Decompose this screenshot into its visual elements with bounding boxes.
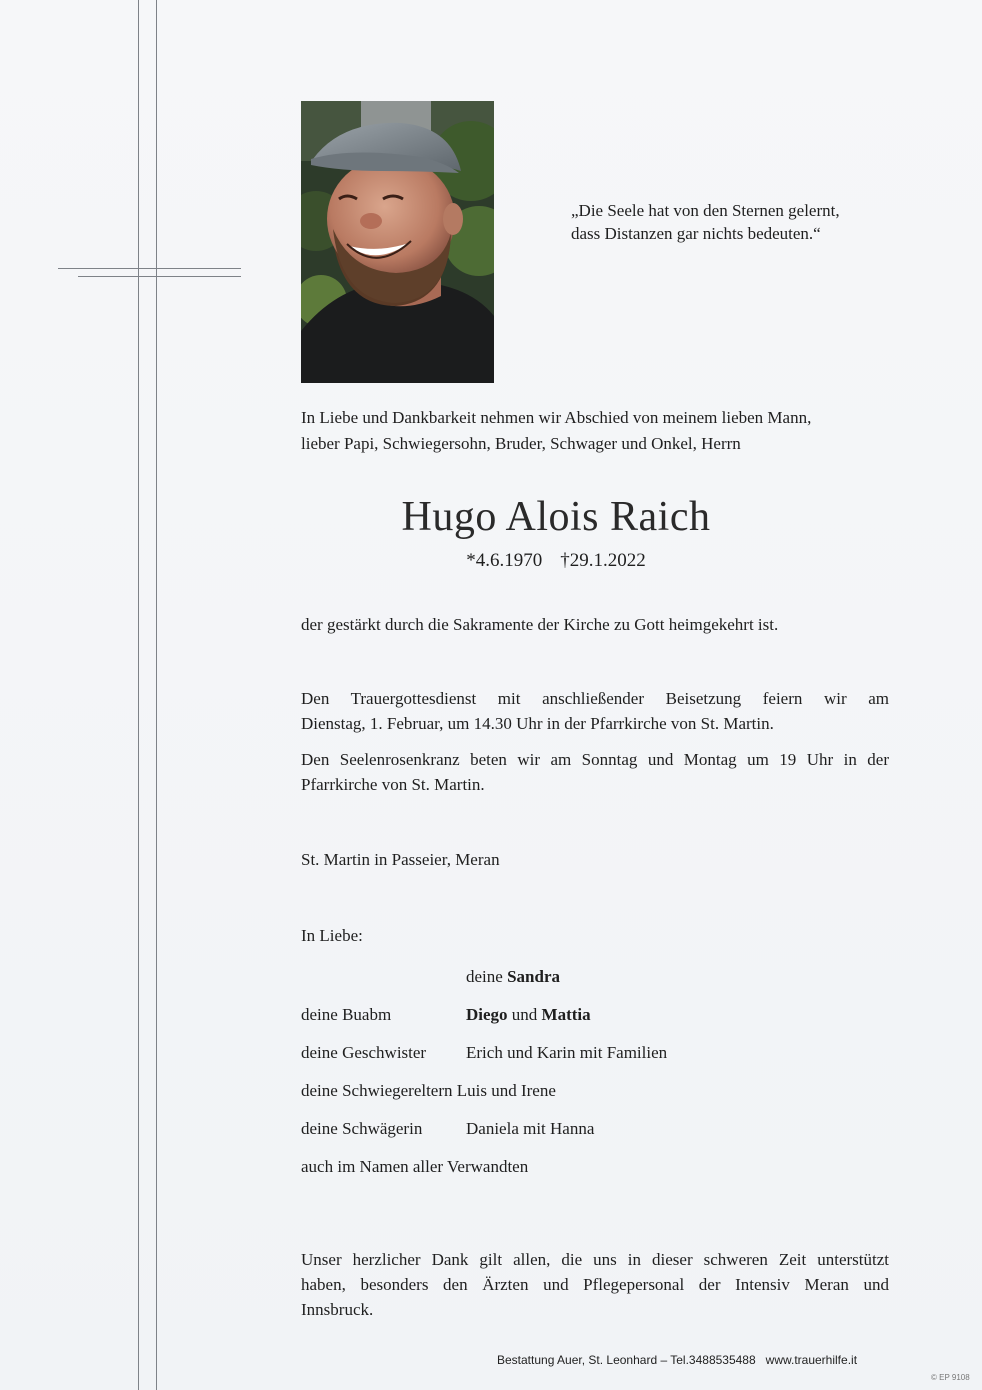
- intro-text: [301, 405, 891, 457]
- thanks-line-1: Unser herzlicher Dank gilt allen, die uns in dieser schweren Zeit unterstützt: [301, 1250, 889, 1269]
- thanks-text: [301, 1247, 889, 1322]
- siblings-names: Erich und Karin mit Familien: [466, 1043, 668, 1062]
- thanks-line-3: Innsbruck.: [301, 1300, 374, 1319]
- in-love-heading: In Liebe:: [301, 926, 363, 945]
- cross-horizontal-line-bottom: [78, 276, 241, 277]
- sisterinlaw-label: deine Schwägerin: [301, 1119, 423, 1138]
- rosary-line-2: Pfarrkirche von St. Martin.: [301, 775, 485, 794]
- service-line-1: Den Trauergottesdienst mit anschließender Beisetzung feiern wir am: [301, 689, 889, 708]
- portrait-illustration: [301, 101, 494, 383]
- son-1: Diego: [466, 1005, 508, 1024]
- memorial-quote: [571, 199, 871, 245]
- family-wife: [466, 958, 560, 996]
- rosary-line-1: Den Seelenrosenkranz beten wir am Sonntag und Montag um 19 Uhr in der: [301, 750, 889, 769]
- deceased-name: Hugo Alois Raich: [401, 494, 711, 540]
- intro-line-1: In Liebe und Dankbarkeit nehmen wir Abschied von meinem lieben Mann,: [301, 408, 812, 427]
- wife-name: Sandra: [507, 967, 560, 986]
- quote-line-1: „Die Seele hat von den Sternen gelernt,: [571, 201, 840, 220]
- son-2: Mattia: [541, 1005, 591, 1024]
- life-dates: [301, 548, 811, 574]
- funeral-service-text: [301, 686, 889, 736]
- thanks-line-2: haben, besonders den Ärzten und Pflegepersonal der Intensiv Meran und: [301, 1275, 889, 1294]
- and-word: und: [511, 1005, 538, 1024]
- print-code: © EP 9108: [931, 1373, 970, 1382]
- death-date: †29.1.2022: [560, 550, 646, 571]
- siblings-label: deine Geschwister: [301, 1043, 427, 1062]
- portrait-photo: [301, 101, 494, 383]
- sacraments-text: der gestärkt durch die Sakramente der Kirche zu Gott heimgekehrt ist.: [301, 615, 779, 634]
- intro-line-2: lieber Papi, Schwiegersohn, Bruder, Schwager und Onkel, Herrn: [301, 434, 741, 453]
- sisterinlaw-names: Daniela mit Hanna: [466, 1119, 595, 1138]
- sons-label: deine Buabm: [301, 1005, 392, 1024]
- wife-prefix: deine: [466, 967, 503, 986]
- service-line-2: Dienstag, 1. Februar, um 14.30 Uhr in der Pfarrkirche von St. Martin.: [301, 714, 774, 733]
- funeral-home-footer: Bestattung Auer, St. Leonhard – Tel.3488535488 www.trauerhilfe.it: [497, 1353, 858, 1367]
- quote-line-2: dass Distanzen gar nichts bedeuten.“: [571, 224, 821, 243]
- rosary-text: [301, 747, 889, 797]
- birth-date: *4.6.1970: [466, 550, 543, 571]
- place-text: St. Martin in Passeier, Meran: [301, 850, 500, 869]
- cross-horizontal-line-top: [58, 268, 241, 269]
- cross-vertical-line-right: [156, 0, 157, 1390]
- family-sons: [466, 996, 591, 1034]
- relatives-text: auch im Namen aller Verwandten: [301, 1157, 529, 1176]
- inlaws-text: deine Schwiegereltern Luis und Irene: [301, 1081, 556, 1100]
- cross-vertical-line-left: [138, 0, 139, 1390]
